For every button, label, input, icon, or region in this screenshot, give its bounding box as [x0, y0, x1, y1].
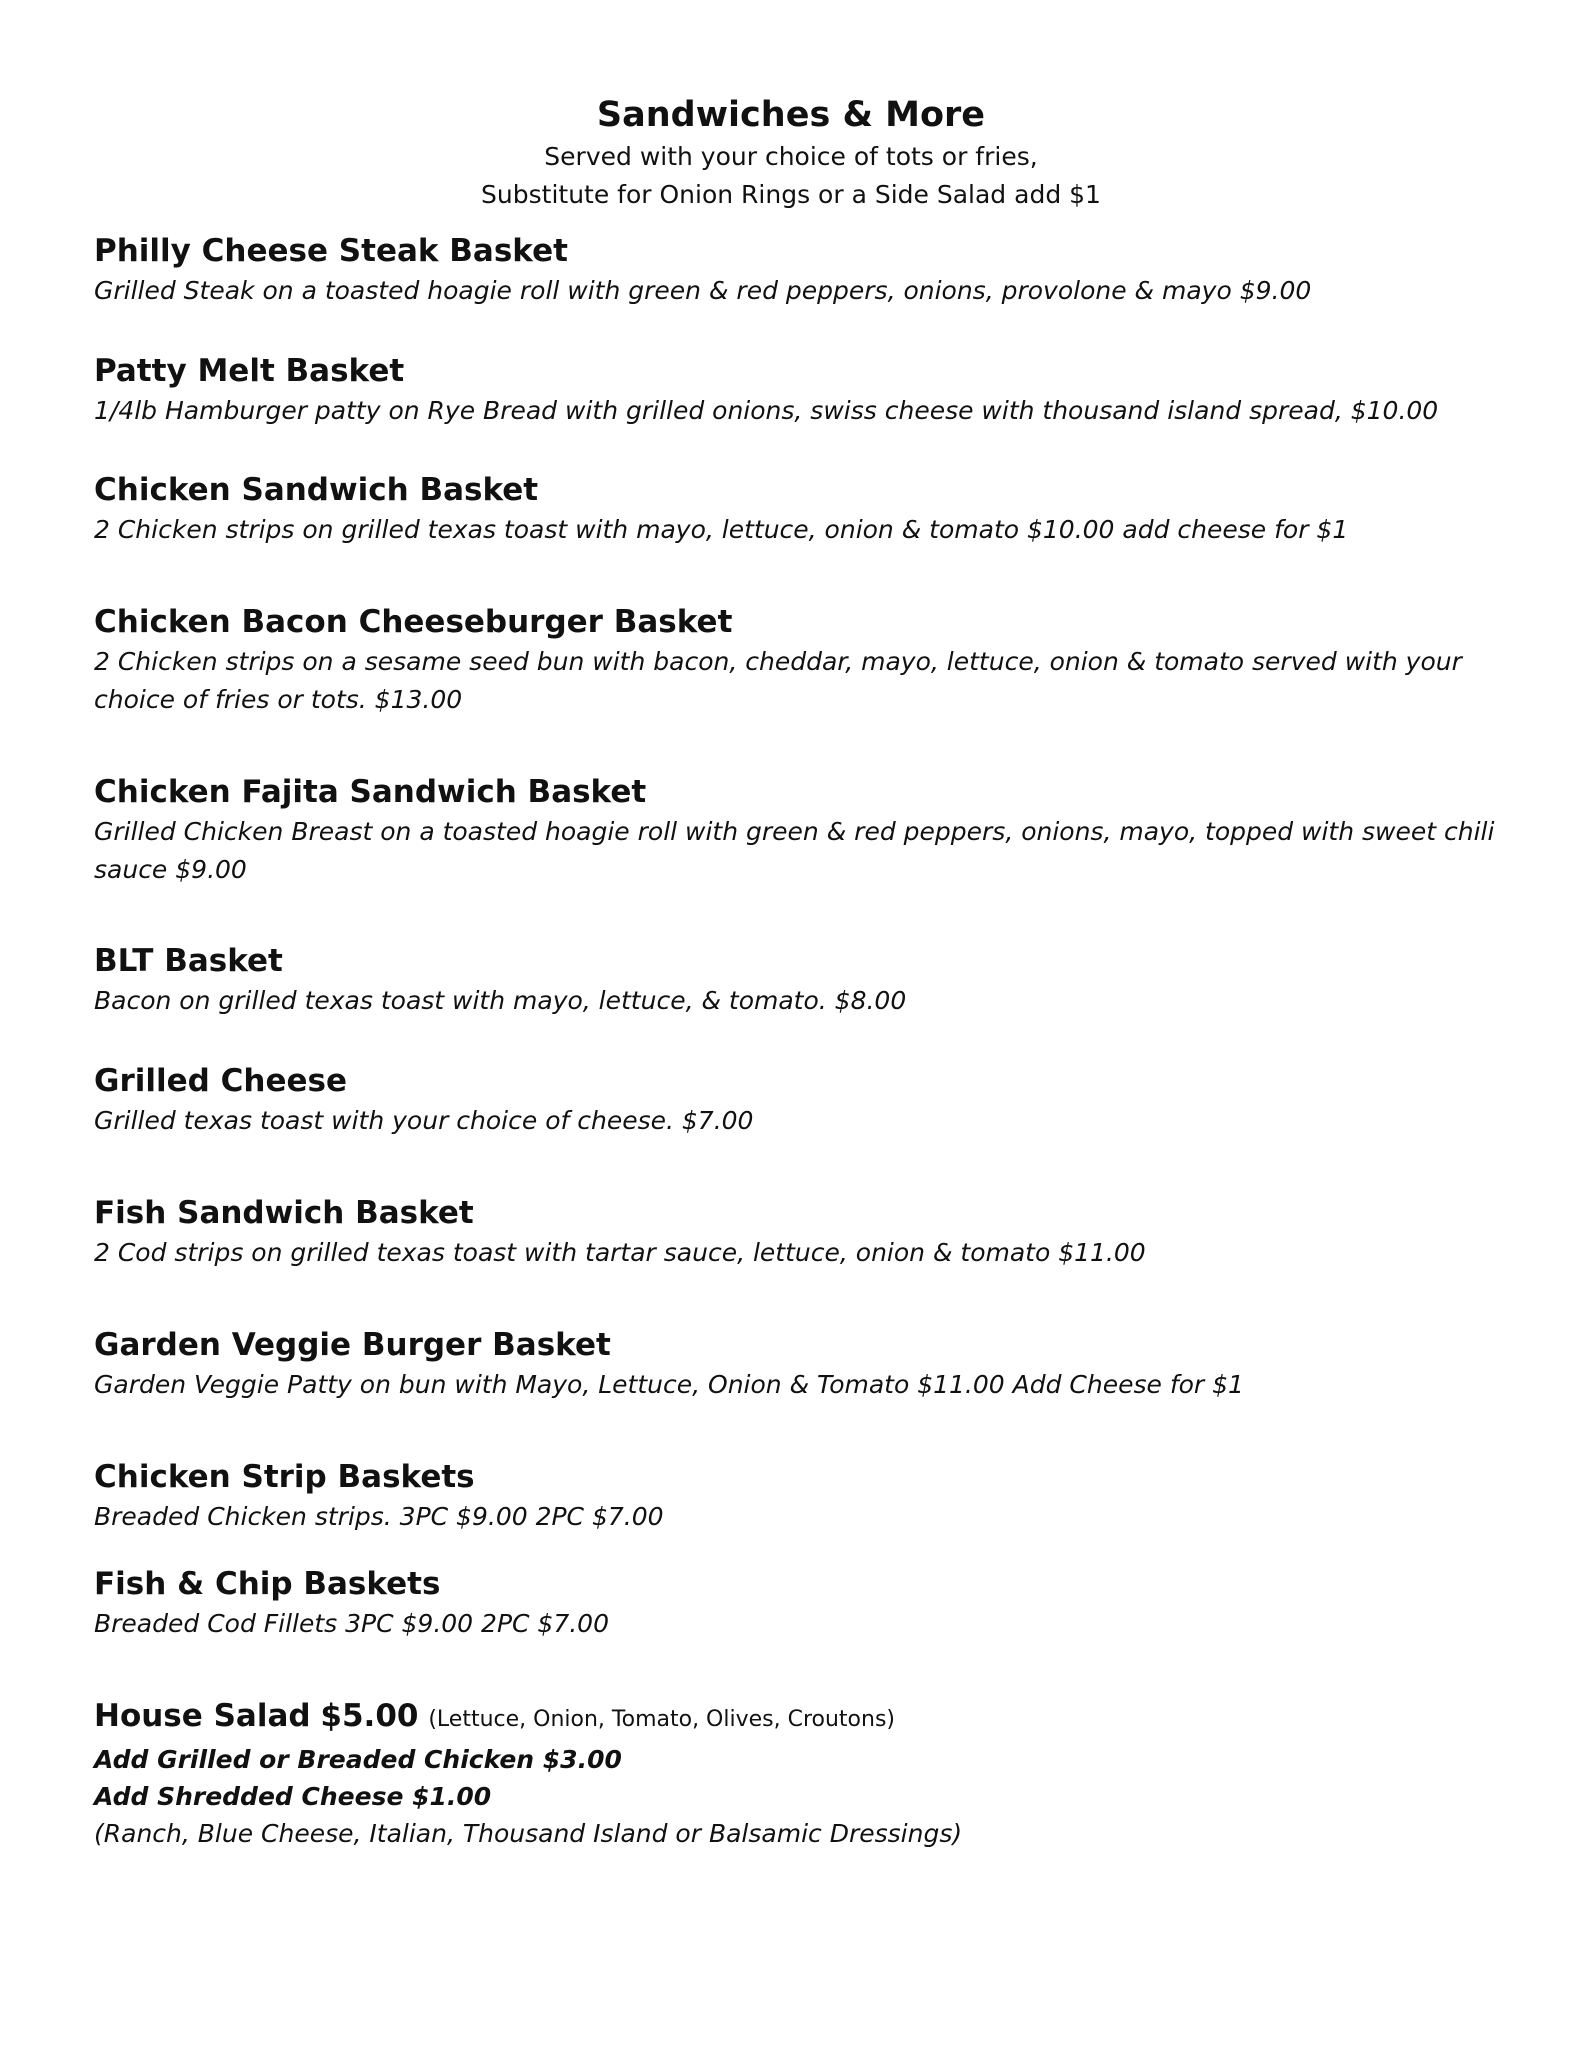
menu-item-name: Chicken Sandwich Basket	[94, 472, 539, 508]
menu-item-description: Grilled texas toast with your choice of cheese. $7.00	[94, 1106, 754, 1135]
salad-name: House Salad	[94, 1698, 311, 1734]
menu-item-chicken-sandwich	[94, 469, 1514, 549]
subtitle-line-1: Served with your choice of tots or fries,	[544, 142, 1038, 171]
salad-addon-cheese: Add Shredded Cheese $1.00	[94, 1782, 492, 1811]
page-title: Sandwiches & More	[596, 95, 986, 135]
menu-item-description: Breaded Cod Fillets 3PC $9.00 2PC $7.00	[94, 1609, 609, 1638]
menu-item-fish-and-chip	[94, 1563, 1514, 1643]
menu-header	[0, 92, 1582, 214]
menu-item-name: Chicken Strip Baskets	[94, 1459, 475, 1495]
menu-item-chicken-bacon-cheeseburger	[94, 601, 1514, 719]
menu-item-house-salad	[94, 1695, 1514, 1852]
menu-item-name: BLT Basket	[94, 943, 283, 979]
menu-item-name: Chicken Bacon Cheeseburger Basket	[94, 604, 733, 640]
menu-item-name: Chicken Fajita Sandwich Basket	[94, 774, 647, 810]
menu-item-chicken-strip	[94, 1456, 1514, 1536]
menu-item-patty-melt	[94, 350, 1514, 430]
menu-item-description: Bacon on grilled texas toast with mayo, lettuce, & tomato. $8.00	[94, 986, 907, 1015]
salad-addon-chicken: Add Grilled or Breaded Chicken $3.00	[94, 1745, 622, 1774]
menu-item-chicken-fajita	[94, 771, 1514, 889]
menu-item-description: 2 Cod strips on grilled texas toast with tartar sauce, lettuce, onion & tomato $11.00	[94, 1238, 1146, 1267]
menu-item-name: Philly Cheese Steak Basket	[94, 233, 568, 269]
salad-price: $5.00	[320, 1698, 419, 1734]
menu-item-description: Grilled Chicken Breast on a toasted hoagie roll with green & red peppers, onions, mayo, topped with sweet chili sauce $9.00	[94, 817, 1495, 884]
menu-item-name: Patty Melt Basket	[94, 353, 405, 389]
salad-dressings: (Ranch, Blue Cheese, Italian, Thousand Island or Balsamic Dressings)	[94, 1819, 963, 1848]
menu-item-name: Fish & Chip Baskets	[94, 1566, 441, 1602]
menu-item-blt	[94, 940, 1514, 1020]
house-salad-line	[94, 1695, 1514, 1741]
subtitle-line-2: Substitute for Onion Rings or a Side Salad add $1	[481, 180, 1101, 209]
salad-contents: (Lettuce, Onion, Tomato, Olives, Croutons)	[428, 1707, 895, 1732]
menu-item-description: 1/4lb Hamburger patty on Rye Bread with grilled onions, swiss cheese with thousand island spread, $10.00	[94, 396, 1439, 425]
menu-item-description: 2 Chicken strips on grilled texas toast with mayo, lettuce, onion & tomato $10.00 add cheese for $1	[94, 515, 1349, 544]
menu-item-grilled-cheese	[94, 1060, 1514, 1140]
menu-item-fish-sandwich	[94, 1192, 1514, 1272]
menu-item-name: Garden Veggie Burger Basket	[94, 1327, 611, 1363]
menu-item-philly-cheese-steak	[94, 230, 1514, 310]
menu-item-description: Grilled Steak on a toasted hoagie roll with green & red peppers, onions, provolone & mayo $9.00	[94, 276, 1312, 305]
menu-item-garden-veggie-burger	[94, 1324, 1514, 1404]
menu-item-name: Fish Sandwich Basket	[94, 1195, 474, 1231]
menu-item-description: Garden Veggie Patty on bun with Mayo, Lettuce, Onion & Tomato $11.00 Add Cheese for $1	[94, 1370, 1244, 1399]
menu-item-name: Grilled Cheese	[94, 1063, 347, 1099]
menu-item-description: Breaded Chicken strips. 3PC $9.00 2PC $7.00	[94, 1502, 664, 1531]
menu-item-description: 2 Chicken strips on a sesame seed bun with bacon, cheddar, mayo, lettuce, onion & tomato served with your choice of fries or tots. $13.00	[94, 647, 1462, 714]
